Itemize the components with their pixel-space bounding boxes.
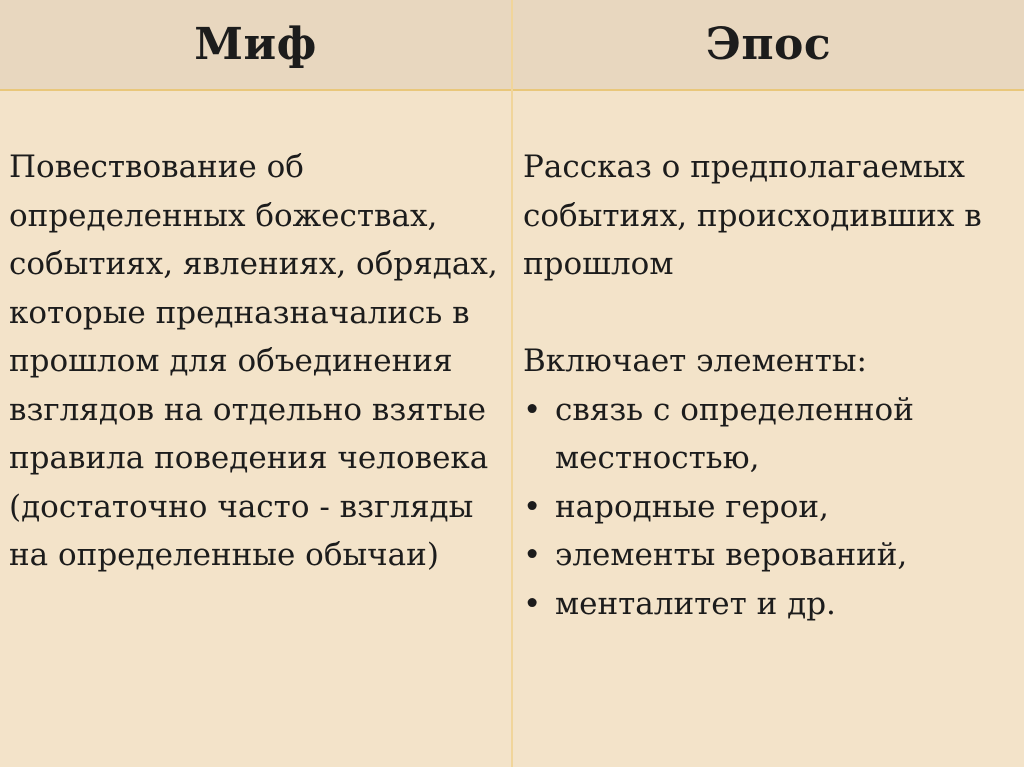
column-divider [511,0,513,767]
list-item [523,483,1018,532]
paragraph-gap [523,289,1018,338]
header-myth: Миф [194,19,317,70]
bullet-icon: • [523,391,542,428]
epic-description [523,143,1018,628]
list-item-text: народные герои, [555,488,829,525]
list-item-text: элементы верований, [555,537,908,573]
myth-description: Повествование об определенных божествах, событиях, явлениях, обрядах, которые предназначались в прошлом для объединения взглядов на отдельно взятые правила поведения человека (достаточно часто - взгляды на определенные обычаи) [9,149,498,573]
bullet-icon: • [523,585,542,622]
epic-includes-label: Включает элементы: [523,343,867,379]
list-item [523,531,1018,580]
list-item-text: связь с определенной местностью, [555,391,914,476]
epic-elements-list [523,386,1018,629]
bullet-icon: • [523,488,542,525]
epic-intro: Рассказ о предполагаемых событиях, происходивших в прошлом [523,149,982,282]
list-item [523,580,1018,629]
bullet-icon: • [523,537,542,573]
header-epic: Эпос [705,19,832,70]
list-item [523,386,1018,483]
list-item-text: менталитет и др. [555,585,836,622]
